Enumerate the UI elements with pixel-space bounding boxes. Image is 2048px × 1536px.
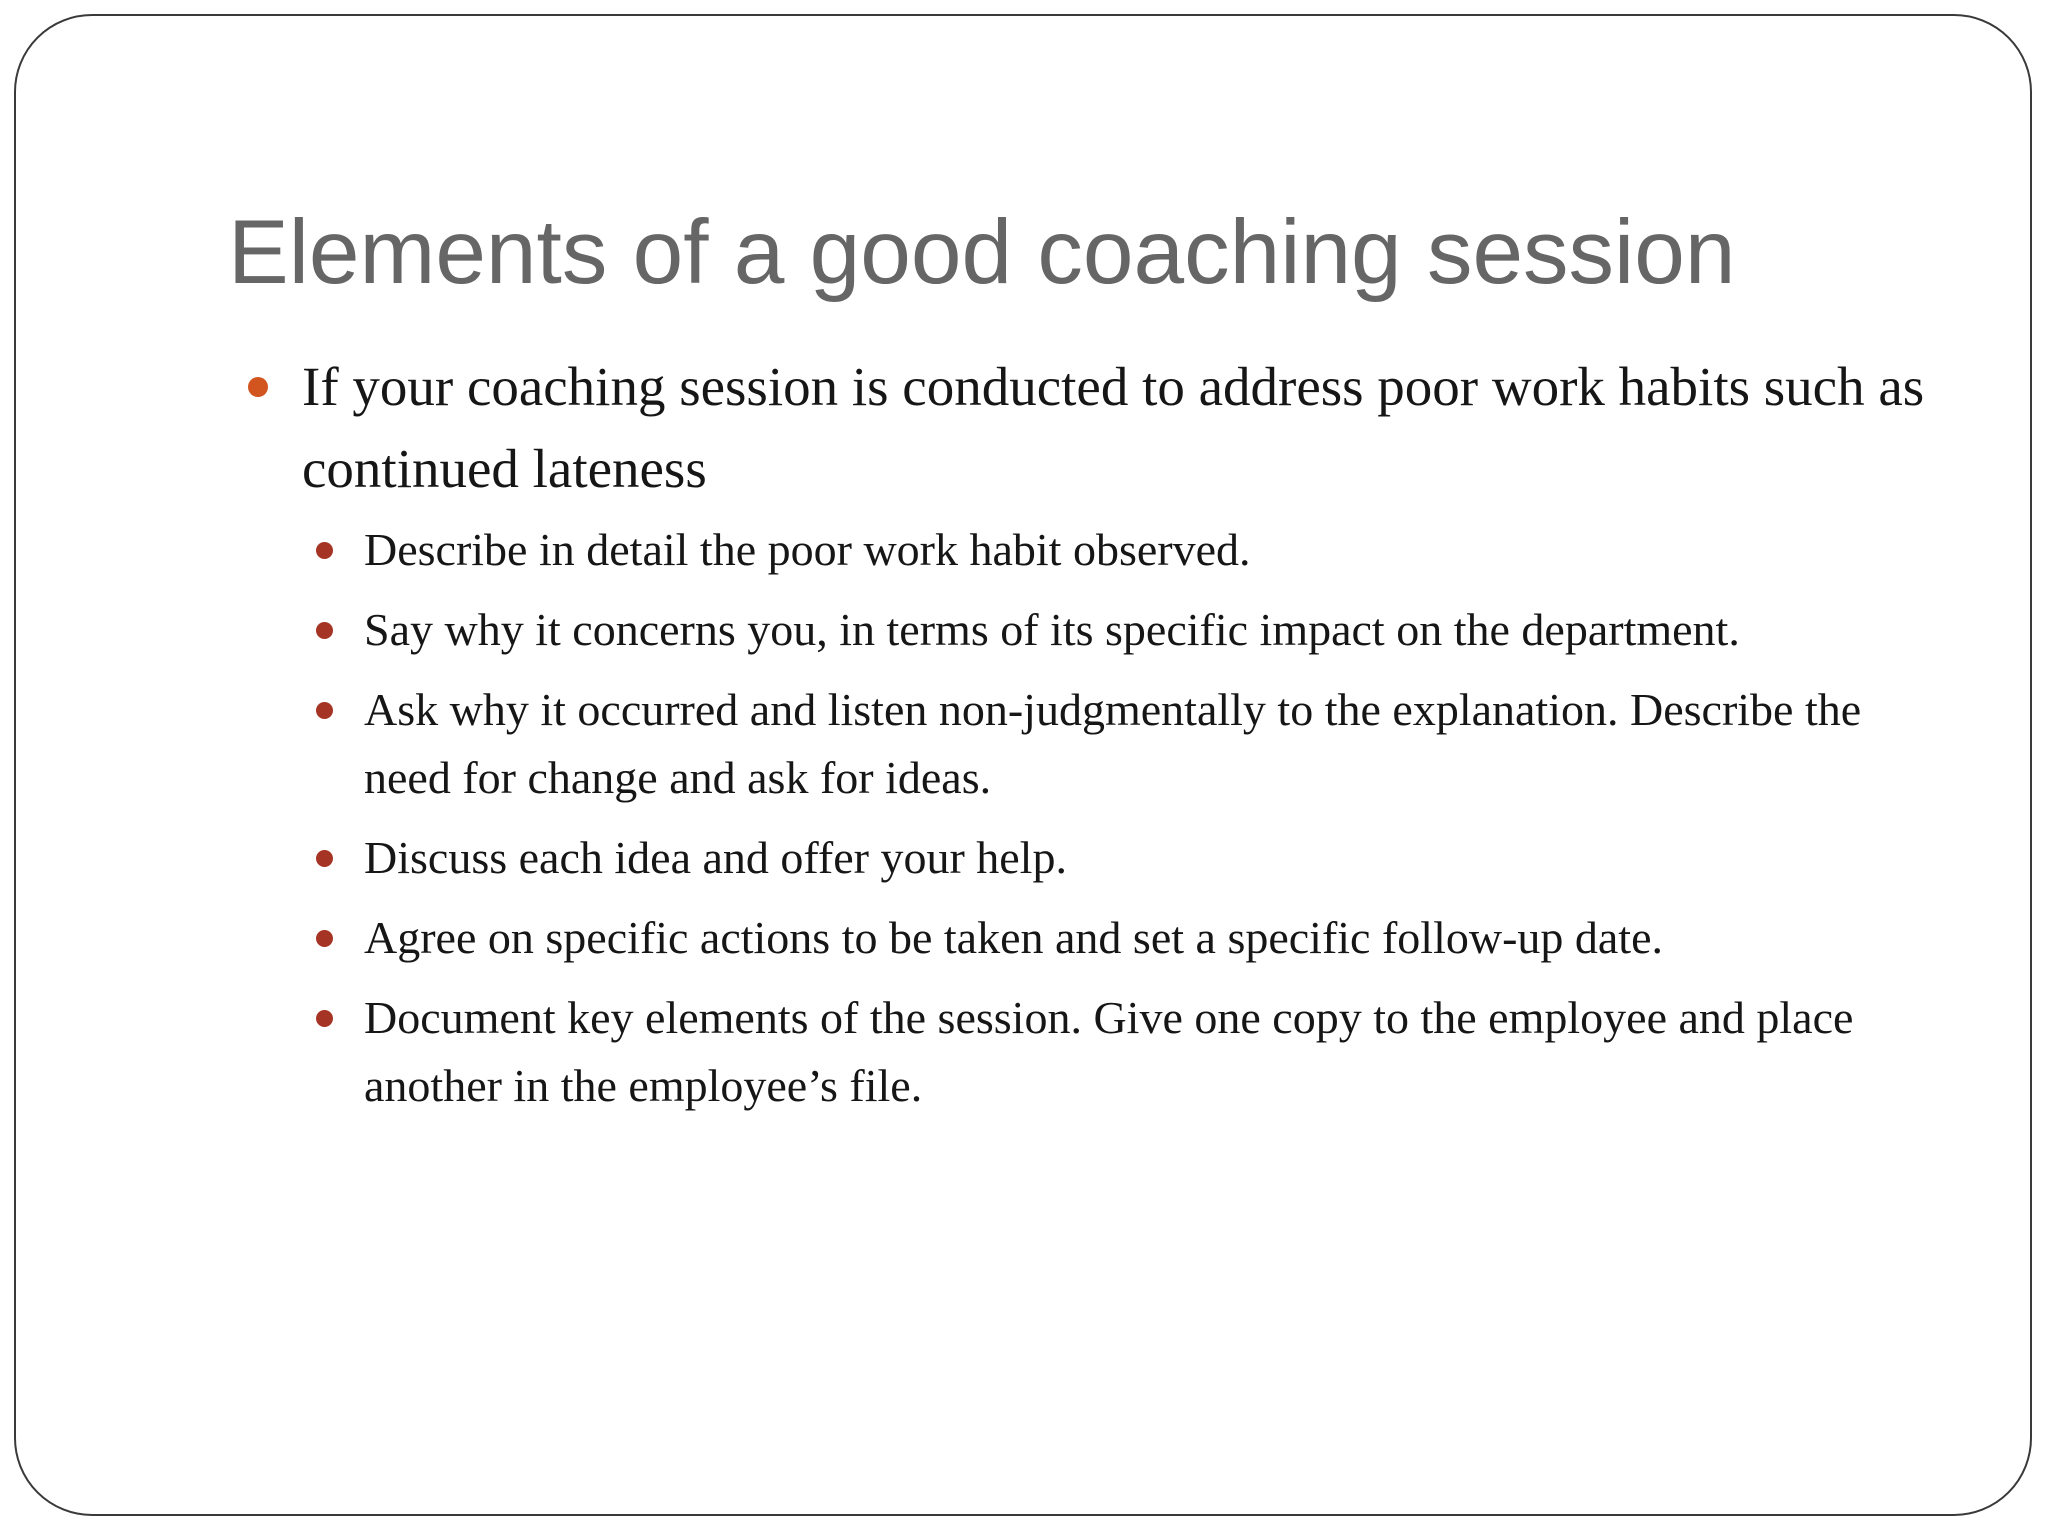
sub-bullet-text: Discuss each idea and offer your help.	[364, 832, 1067, 883]
sub-bullet-icon	[316, 850, 333, 867]
sub-bullet-icon	[316, 542, 333, 559]
sub-bullet-text: Describe in detail the poor work habit observed.	[364, 524, 1251, 575]
slide-title: Elements of a good coaching session	[228, 202, 1736, 303]
sub-bullet-icon	[316, 622, 333, 639]
sub-bullet-text: Document key elements of the session. Give one copy to the employee and place another in the employee’s file.	[364, 992, 1854, 1111]
bullet-icon	[248, 377, 268, 397]
slide	[14, 14, 2032, 1516]
sub-bullet-text: Agree on specific actions to be taken and set a specific follow-up date.	[364, 912, 1664, 963]
main-bullet-text: If your coaching session is conducted to address poor work habits such as continued lateness	[302, 356, 1925, 499]
sub-bullet	[228, 904, 1948, 972]
sub-bullet-list	[228, 516, 1948, 1120]
sub-bullet	[228, 824, 1948, 892]
sub-bullet-icon	[316, 930, 333, 947]
sub-bullet-text: Say why it concerns you, in terms of its specific impact on the department.	[364, 604, 1740, 655]
sub-bullet-text: Ask why it occurred and listen non-judgmentally to the explanation. Describe the need for change and ask for ideas.	[364, 684, 1862, 803]
sub-bullet	[228, 516, 1948, 584]
sub-bullet-icon	[316, 1010, 333, 1027]
sub-bullet	[228, 596, 1948, 664]
slide-content	[228, 346, 1948, 1120]
sub-bullet-icon	[316, 702, 333, 719]
sub-bullet	[228, 676, 1948, 812]
main-bullet	[228, 346, 1948, 510]
sub-bullet	[228, 984, 1948, 1120]
